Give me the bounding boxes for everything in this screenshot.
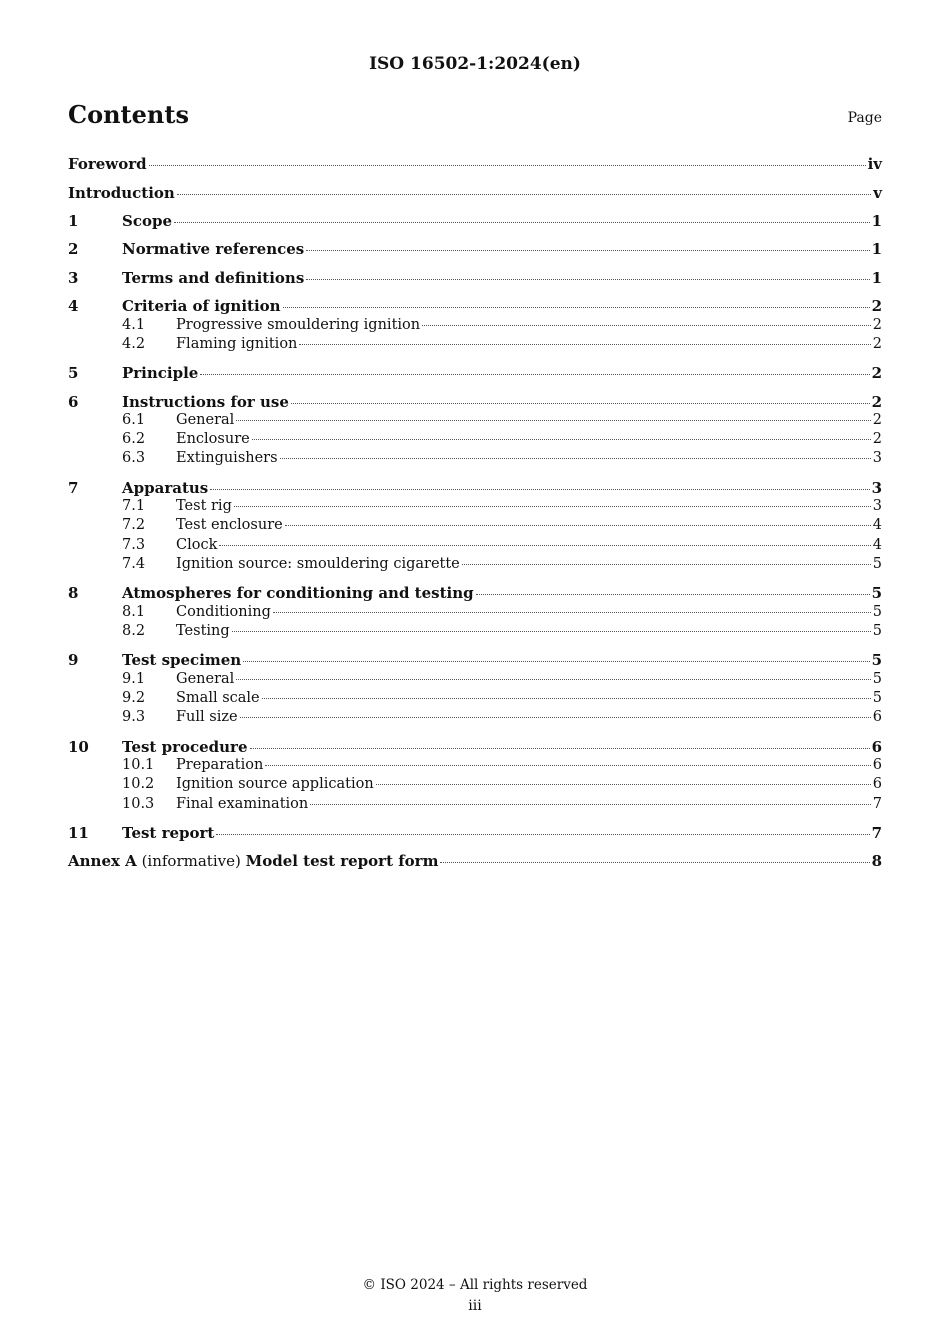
toc-entry-page: 5	[872, 671, 882, 687]
dot-leader	[273, 612, 871, 613]
contents-title: Contents	[68, 100, 189, 129]
annex-label: Annex A	[68, 852, 137, 870]
toc-entry-number: 9	[68, 651, 79, 669]
toc-entry-number: 10.1	[122, 757, 155, 773]
toc-entry[interactable]	[68, 584, 882, 604]
dot-leader	[262, 698, 871, 699]
toc-entry[interactable]	[68, 412, 882, 432]
toc-entry-page: 4	[872, 537, 882, 553]
toc-entry[interactable]	[68, 852, 882, 872]
toc-entry-page: iv	[867, 155, 882, 173]
dot-leader	[280, 458, 871, 459]
toc-entry-page: 2	[871, 393, 882, 411]
toc-entry-page: 6	[872, 709, 882, 725]
toc-entry[interactable]	[68, 517, 882, 537]
toc-entry-number: 11	[68, 824, 89, 842]
toc-entry[interactable]	[68, 364, 882, 384]
document-header: ISO 16502-1:2024(en)	[369, 54, 581, 74]
toc-entry[interactable]	[68, 431, 882, 451]
dot-leader	[376, 784, 871, 785]
toc-entry-title: Conditioning	[176, 604, 271, 620]
annex-type: (informative)	[136, 852, 246, 870]
toc-entry-number: 7	[68, 479, 79, 497]
dot-leader	[236, 420, 870, 421]
toc-entry-number: 4.2	[122, 336, 146, 352]
toc-entry-title: Test specimen	[122, 651, 242, 669]
toc-entry-title: Instructions for use	[122, 393, 289, 411]
toc-entry-number: 1	[68, 212, 79, 230]
toc-entry[interactable]	[68, 651, 882, 671]
page-column-label: Page	[847, 110, 882, 126]
toc-entry-title: Test procedure	[122, 738, 248, 756]
dot-leader	[462, 564, 871, 565]
toc-entry-title: General	[176, 671, 235, 687]
toc-entry-title: Enclosure	[176, 431, 250, 447]
dot-leader	[216, 834, 869, 835]
dot-leader	[306, 279, 869, 280]
toc-entry-title: Preparation	[176, 757, 264, 773]
toc-entry-title: Extinguishers	[176, 450, 278, 466]
toc-entry[interactable]	[68, 671, 882, 691]
toc-entry-title: Atmospheres for conditioning and testing	[122, 584, 474, 602]
toc-entry[interactable]	[68, 604, 882, 624]
toc-entry-title: Ignition source application	[176, 776, 374, 792]
toc-entry[interactable]	[68, 336, 882, 356]
toc-entry-number: 8.1	[122, 604, 146, 620]
toc-entry-page: 2	[872, 431, 882, 447]
toc-entry-page: 6	[871, 738, 882, 756]
dot-leader	[265, 765, 870, 766]
annex-title: Model test report form	[245, 852, 439, 870]
dot-leader	[200, 374, 869, 375]
toc-entry-page: 5	[872, 604, 882, 620]
toc-entry[interactable]	[68, 479, 882, 499]
toc-entry-number: 9.2	[122, 690, 146, 706]
toc-entry-page: 5	[872, 690, 882, 706]
dot-leader	[210, 489, 869, 490]
toc-entry-title: Principle	[122, 364, 199, 382]
toc-entry-number: 6	[68, 393, 79, 411]
toc-entry[interactable]	[68, 690, 882, 710]
toc-entry-title: Criteria of ignition	[122, 297, 281, 315]
toc-entry-number: 7.4	[122, 556, 146, 572]
toc-entry[interactable]	[68, 623, 882, 643]
toc-entry[interactable]	[68, 184, 882, 204]
toc-entry-title: Apparatus	[122, 479, 209, 497]
toc-entry[interactable]	[68, 393, 882, 413]
toc-entry[interactable]	[68, 738, 882, 758]
toc-entry[interactable]	[68, 824, 882, 844]
toc-entry-title: Terms and definitions	[122, 269, 305, 287]
toc-entry-number: 4	[68, 297, 79, 315]
dot-leader	[243, 661, 869, 662]
toc-entry-page: 2	[872, 336, 882, 352]
dot-leader	[285, 525, 871, 526]
toc-entry[interactable]	[68, 297, 882, 317]
toc-entry-page: 7	[871, 824, 882, 842]
dot-leader	[232, 631, 871, 632]
toc-entry-title: General	[176, 412, 235, 428]
toc-entry-title: Final examination	[176, 796, 309, 812]
toc-entry-number: 8	[68, 584, 79, 602]
dot-leader	[476, 594, 870, 595]
toc-entry-page: 5	[871, 651, 882, 669]
dot-leader	[299, 344, 870, 345]
toc-entry-number: 6.2	[122, 431, 146, 447]
toc-entry-page: 6	[872, 776, 882, 792]
toc-entry[interactable]	[68, 317, 882, 337]
dot-leader	[149, 165, 866, 166]
toc-entry-page: v	[873, 184, 882, 202]
toc-entry[interactable]	[68, 240, 882, 260]
toc-entry-title: Introduction	[68, 184, 175, 202]
toc-entry-number: 5	[68, 364, 79, 382]
toc-entry-title: Flaming ignition	[176, 336, 298, 352]
toc-entry[interactable]	[68, 556, 882, 576]
toc-entry-number: 7.3	[122, 537, 146, 553]
dot-leader	[291, 403, 870, 404]
toc-entry-page: 8	[871, 852, 882, 870]
toc-entry-page: 2	[871, 364, 882, 382]
dot-leader	[219, 545, 870, 546]
dot-leader	[306, 250, 869, 251]
toc-entry-page: 5	[872, 623, 882, 639]
toc-entry-title: Test enclosure	[176, 517, 283, 533]
toc-entry[interactable]	[68, 796, 882, 816]
dot-leader	[236, 679, 870, 680]
toc-entry-page: 1	[871, 212, 882, 230]
toc-entry-page: 3	[872, 450, 882, 466]
toc-entry-page: 5	[872, 556, 882, 572]
toc-entry[interactable]	[68, 269, 882, 289]
toc-entry-page: 3	[871, 479, 882, 497]
toc-entry-page: 2	[871, 297, 882, 315]
toc-entry-number: 7.2	[122, 517, 146, 533]
footer-page-number: iii	[468, 1298, 482, 1314]
toc-entry-title: Full size	[176, 709, 238, 725]
dot-leader	[177, 194, 871, 195]
toc-entry-title: Foreword	[68, 155, 147, 173]
dot-leader	[310, 804, 871, 805]
toc-entry-page: 4	[872, 517, 882, 533]
toc-entry-page: 1	[871, 269, 882, 287]
toc-entry[interactable]	[68, 450, 882, 470]
toc-entry-page: 3	[872, 498, 882, 514]
toc-entry-number: 6.3	[122, 450, 146, 466]
toc-entry-title: Normative references	[122, 240, 305, 258]
toc-entry-title: Test report	[122, 824, 215, 842]
dot-leader	[250, 748, 870, 749]
toc-entry-number: 2	[68, 240, 79, 258]
dot-leader	[440, 862, 869, 863]
toc-entry-page: 6	[872, 757, 882, 773]
toc-entry[interactable]	[68, 709, 882, 729]
toc-entry-page: 1	[871, 240, 882, 258]
toc-entry-title: Progressive smouldering ignition	[176, 317, 421, 333]
toc-entry[interactable]	[68, 776, 882, 796]
toc-entry[interactable]	[68, 155, 882, 175]
toc-entry[interactable]	[68, 498, 882, 518]
toc-entry[interactable]	[68, 757, 882, 777]
toc-entry-number: 10.2	[122, 776, 155, 792]
dot-leader	[174, 222, 870, 223]
toc-entry-page: 5	[871, 584, 882, 602]
toc-entry-title: Clock	[176, 537, 218, 553]
footer-copyright: © ISO 2024 – All rights reserved	[362, 1277, 588, 1293]
dot-leader	[422, 325, 871, 326]
toc-entry-title: Scope	[122, 212, 173, 230]
toc-entry-title	[68, 852, 438, 870]
toc-entry-number: 3	[68, 269, 79, 287]
toc-entry-number: 10	[68, 738, 89, 756]
toc-entry-page: 7	[872, 796, 882, 812]
toc-entry-number: 8.2	[122, 623, 146, 639]
toc-entry[interactable]	[68, 537, 882, 557]
toc-entry-number: 9.1	[122, 671, 146, 687]
dot-leader	[283, 307, 870, 308]
dot-leader	[234, 506, 871, 507]
toc-entry-title: Testing	[176, 623, 230, 639]
toc-entry-number: 10.3	[122, 796, 155, 812]
dot-leader	[252, 439, 871, 440]
toc-entry-number: 4.1	[122, 317, 146, 333]
toc-entry-title: Ignition source: smouldering cigarette	[176, 556, 460, 572]
toc-entry-title: Test rig	[176, 498, 232, 514]
toc-entry-title: Small scale	[176, 690, 260, 706]
toc-entry-page: 2	[872, 412, 882, 428]
toc-entry[interactable]	[68, 212, 882, 232]
toc-entry-page: 2	[872, 317, 882, 333]
toc-entry-number: 7.1	[122, 498, 146, 514]
toc-entry-number: 6.1	[122, 412, 146, 428]
dot-leader	[240, 717, 871, 718]
toc-entry-number: 9.3	[122, 709, 146, 725]
